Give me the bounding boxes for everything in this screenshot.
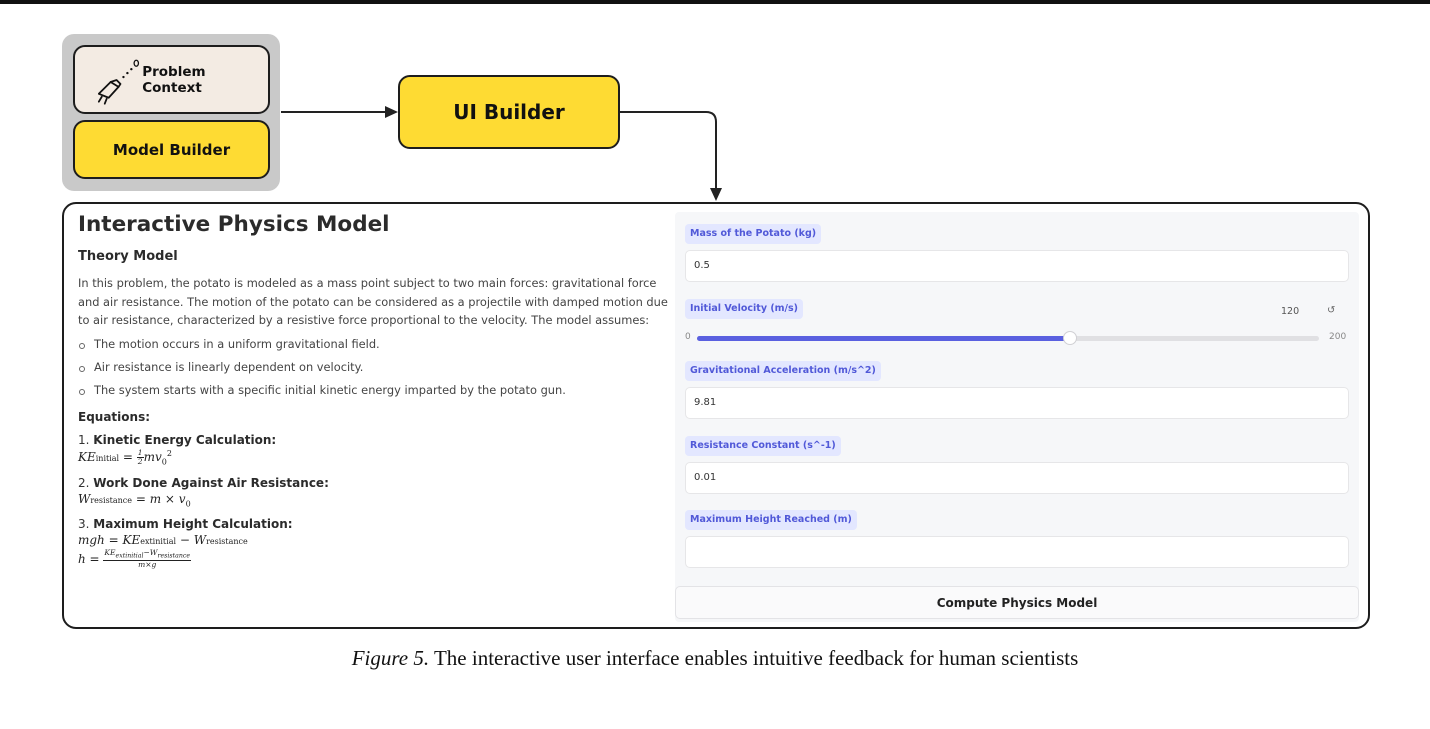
theory-section [78,212,678,569]
flow-arrows [0,0,1430,210]
compute-button[interactable]: Compute Physics Model [675,586,1359,619]
arrowhead-panel [710,188,722,201]
list-item: The system starts with a specific initial kinetic energy imparted by the potato gun. [78,379,678,402]
max-height-formula-2: h = $\frac{KE_{extinitial}-W_{resistance}}{m\times g}$ [78,547,191,570]
max-height-formula-1: mgh = KEextinitial − Wresistance [78,532,248,547]
interactive-physics-panel [62,202,1370,629]
resistance-label: Resistance Constant (s^-1) [685,436,841,456]
max-height-output [685,536,1349,568]
slider-max-label: 200 [1329,332,1347,342]
list-item: The motion occurs in a uniform gravitational field. [78,333,678,356]
ui-builder-box: UI Builder [398,75,620,149]
gravity-label: Gravitational Acceleration (m/s^2) [685,361,881,381]
equation-title-text: Work Done Against Air Resistance: [93,475,329,490]
theory-heading: Theory Model [78,249,178,264]
reset-icon[interactable]: ↺ [1327,305,1336,316]
arrow-to-panel [620,112,716,189]
max-height-label: Maximum Height Reached (m) [685,510,857,530]
page-title: Interactive Physics Model [78,212,390,237]
equation-number: 1. [78,433,90,448]
resistance-input[interactable]: 0.01 [685,462,1349,494]
equations-heading: Equations: [78,410,151,425]
assumption-list [78,333,678,402]
equation-1-title [78,433,678,447]
caption-label: Figure 5. [351,646,430,670]
problem-context-label: Problem Context [142,63,206,96]
equation-number: 3. [78,516,90,531]
equation-2-title [78,476,678,490]
mass-input[interactable]: 0.5 [685,250,1349,282]
gravity-input[interactable]: 9.81 [685,387,1349,419]
velocity-label: Initial Velocity (m/s) [685,299,803,319]
model-builder-box: Model Builder [73,120,270,179]
theory-paragraph: In this problem, the potato is modeled as a mass point subject to two main forces: gravitational force and air resistance. The motion of the potato can be considered as a projectile with damped motion due to air resistance, characterized by a resistive force proportional to the velocity. The model assumes: [78,276,668,328]
slider-min-label: 0 [685,332,691,342]
parameter-form [675,212,1359,622]
arrowhead-ui-builder [385,106,398,118]
velocity-value[interactable]: 120 [1281,306,1300,317]
figure-caption [0,646,1430,671]
kinetic-energy-formula: KEinitial = $\frac{1}{2}$ $mv_0^2$ [78,448,172,467]
equation-title-text: Maximum Height Calculation: [93,516,293,531]
equation-3-title [78,517,678,531]
equation-number: 2. [78,475,90,490]
mass-label: Mass of the Potato (kg) [685,224,821,244]
velocity-slider[interactable] [697,336,1319,341]
caption-text: The interactive user interface enables intuitive feedback for human scientists [429,646,1079,670]
equation-title-text: Kinetic Energy Calculation: [93,433,277,448]
list-item: Air resistance is linearly dependent on velocity. [78,356,678,379]
velocity-slider-fill [697,336,1070,341]
work-resistance-formula: Wresistance = $m \times v_0$ [78,491,191,508]
velocity-slider-handle[interactable] [1063,331,1077,345]
